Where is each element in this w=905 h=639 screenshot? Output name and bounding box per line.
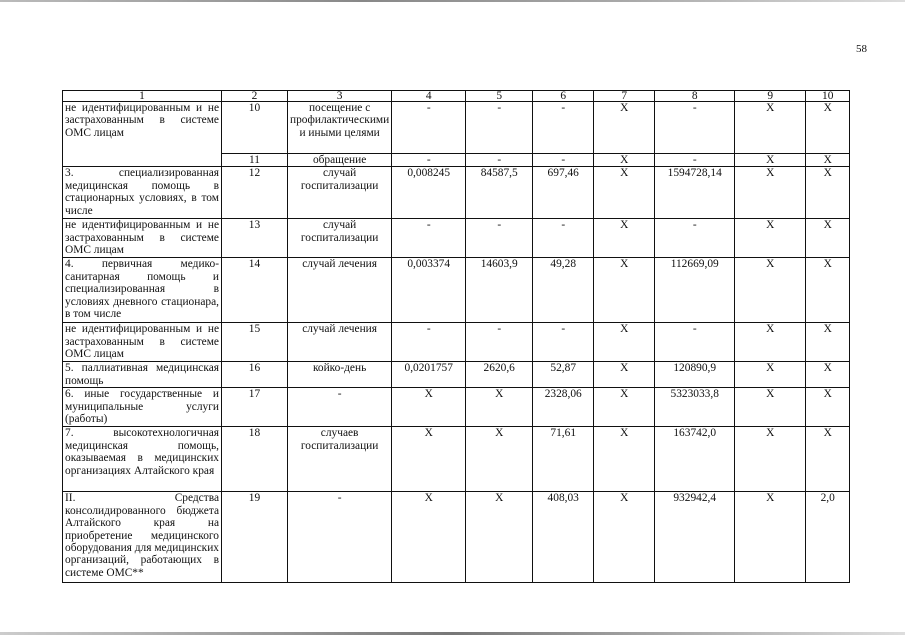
value-cell: - — [533, 102, 594, 154]
value-cell: 2,0 — [806, 492, 850, 583]
row-label: 7. высокотехнологичная медицинская помощь, оказываемая в медицинских организациях Алтайского края — [63, 427, 222, 492]
value-cell: 0,008245 — [392, 167, 466, 219]
unit-cell: случай лечения — [288, 258, 392, 323]
header-cell: 6 — [533, 91, 594, 102]
value-cell: 49,28 — [533, 258, 594, 323]
value-cell: X — [392, 492, 466, 583]
value-cell: - — [533, 219, 594, 258]
value-cell: - — [655, 102, 735, 154]
row-number: 11 — [222, 154, 288, 167]
value-cell: - — [533, 323, 594, 362]
value-cell: 0,003374 — [392, 258, 466, 323]
unit-cell: обращение — [288, 154, 392, 167]
unit-cell: посещение с профилактическими и иными целями — [288, 102, 392, 154]
table-row — [63, 219, 850, 258]
value-cell: 697,46 — [533, 167, 594, 219]
value-cell: X — [735, 154, 806, 167]
row-number: 10 — [222, 102, 288, 154]
table-row — [63, 492, 850, 583]
header-cell: 8 — [655, 91, 735, 102]
unit-cell: - — [288, 492, 392, 583]
value-cell: X — [735, 323, 806, 362]
value-cell: - — [392, 219, 466, 258]
value-cell: 84587,5 — [466, 167, 533, 219]
value-cell: X — [466, 492, 533, 583]
header-cell: 3 — [288, 91, 392, 102]
value-cell: 14603,9 — [466, 258, 533, 323]
value-cell: X — [594, 258, 655, 323]
value-cell: X — [806, 219, 850, 258]
value-cell: X — [594, 362, 655, 388]
value-cell: X — [806, 167, 850, 219]
value-cell: - — [392, 323, 466, 362]
row-label: не идентифицированным и не застрахованным в системе ОМС лицам — [63, 102, 222, 167]
row-label: не идентифицированным и не застрахованным в системе ОМС лицам — [63, 219, 222, 258]
value-cell: X — [594, 388, 655, 427]
value-cell: - — [392, 154, 466, 167]
value-cell: 5323033,8 — [655, 388, 735, 427]
row-number: 14 — [222, 258, 288, 323]
value-cell: X — [594, 219, 655, 258]
value-cell: X — [735, 167, 806, 219]
value-cell: - — [655, 323, 735, 362]
value-cell: - — [655, 154, 735, 167]
row-label: 5. паллиативная медицинская помощь — [63, 362, 222, 388]
value-cell: X — [466, 427, 533, 492]
value-cell: - — [466, 102, 533, 154]
value-cell: X — [594, 102, 655, 154]
table-row — [63, 427, 850, 492]
row-number: 15 — [222, 323, 288, 362]
row-number: 16 — [222, 362, 288, 388]
header-cell: 9 — [735, 91, 806, 102]
value-cell: X — [806, 323, 850, 362]
value-cell: X — [594, 167, 655, 219]
value-cell: X — [466, 388, 533, 427]
value-cell: X — [735, 102, 806, 154]
value-cell: - — [533, 154, 594, 167]
header-cell: 1 — [63, 91, 222, 102]
table-row — [63, 362, 850, 388]
row-number: 12 — [222, 167, 288, 219]
value-cell: X — [806, 102, 850, 154]
value-cell: X — [594, 323, 655, 362]
value-cell: 120890,9 — [655, 362, 735, 388]
value-cell: 2328,06 — [533, 388, 594, 427]
header-row — [63, 91, 850, 102]
row-label: 3. специализированная медицинская помощь в стационарных условиях, в том числе — [63, 167, 222, 219]
table-row — [63, 258, 850, 323]
value-cell: 1594728,14 — [655, 167, 735, 219]
unit-cell: случай лечения — [288, 323, 392, 362]
value-cell: 2620,6 — [466, 362, 533, 388]
value-cell: X — [735, 427, 806, 492]
value-cell: - — [655, 219, 735, 258]
value-cell: X — [806, 258, 850, 323]
value-cell: X — [594, 154, 655, 167]
table-row — [63, 323, 850, 362]
value-cell: - — [466, 323, 533, 362]
value-cell: 0,0201757 — [392, 362, 466, 388]
value-cell: 163742,0 — [655, 427, 735, 492]
row-number: 13 — [222, 219, 288, 258]
value-cell: X — [806, 154, 850, 167]
value-cell: X — [735, 388, 806, 427]
row-label: не идентифицированным и не застрахованным в системе ОМС лицам — [63, 323, 222, 362]
row-number: 19 — [222, 492, 288, 583]
header-cell: 10 — [806, 91, 850, 102]
value-cell: X — [735, 219, 806, 258]
unit-cell: случай госпитализации — [288, 167, 392, 219]
value-cell: X — [806, 362, 850, 388]
value-cell: X — [392, 427, 466, 492]
value-cell: X — [594, 427, 655, 492]
header-cell: 4 — [392, 91, 466, 102]
value-cell: - — [466, 154, 533, 167]
value-cell: 408,03 — [533, 492, 594, 583]
value-cell: X — [594, 492, 655, 583]
value-cell: - — [466, 219, 533, 258]
value-cell: 112669,09 — [655, 258, 735, 323]
scan-bottom-edge — [0, 632, 905, 635]
value-cell: - — [392, 102, 466, 154]
value-cell: X — [806, 388, 850, 427]
row-label: II. Средства консолидированного бюджета Алтайского края на приобретение медицинского оборудования для медицинских организаций, работающих в системе ОМС** — [63, 492, 222, 583]
table-row — [63, 167, 850, 219]
value-cell: X — [806, 427, 850, 492]
scan-top-edge — [0, 0, 905, 2]
row-label: 4. первичная медико-санитарная помощь и специализированная в условиях дневного стационара, в том числе — [63, 258, 222, 323]
unit-cell: - — [288, 388, 392, 427]
value-cell: X — [392, 388, 466, 427]
value-cell: X — [735, 362, 806, 388]
unit-cell: случай госпитализации — [288, 219, 392, 258]
row-number: 17 — [222, 388, 288, 427]
row-number: 18 — [222, 427, 288, 492]
header-cell: 2 — [222, 91, 288, 102]
unit-cell: койко-день — [288, 362, 392, 388]
value-cell: 71,61 — [533, 427, 594, 492]
value-cell: 932942,4 — [655, 492, 735, 583]
table-row — [63, 102, 850, 154]
value-cell: X — [735, 258, 806, 323]
row-label: 6. иные государственные и муниципальные услуги (работы) — [63, 388, 222, 427]
unit-cell: случаев госпитализации — [288, 427, 392, 492]
header-cell: 5 — [466, 91, 533, 102]
header-cell: 7 — [594, 91, 655, 102]
page-number: 58 — [856, 43, 867, 55]
table-row — [63, 388, 850, 427]
data-table — [62, 90, 850, 583]
value-cell: 52,87 — [533, 362, 594, 388]
value-cell: X — [735, 492, 806, 583]
